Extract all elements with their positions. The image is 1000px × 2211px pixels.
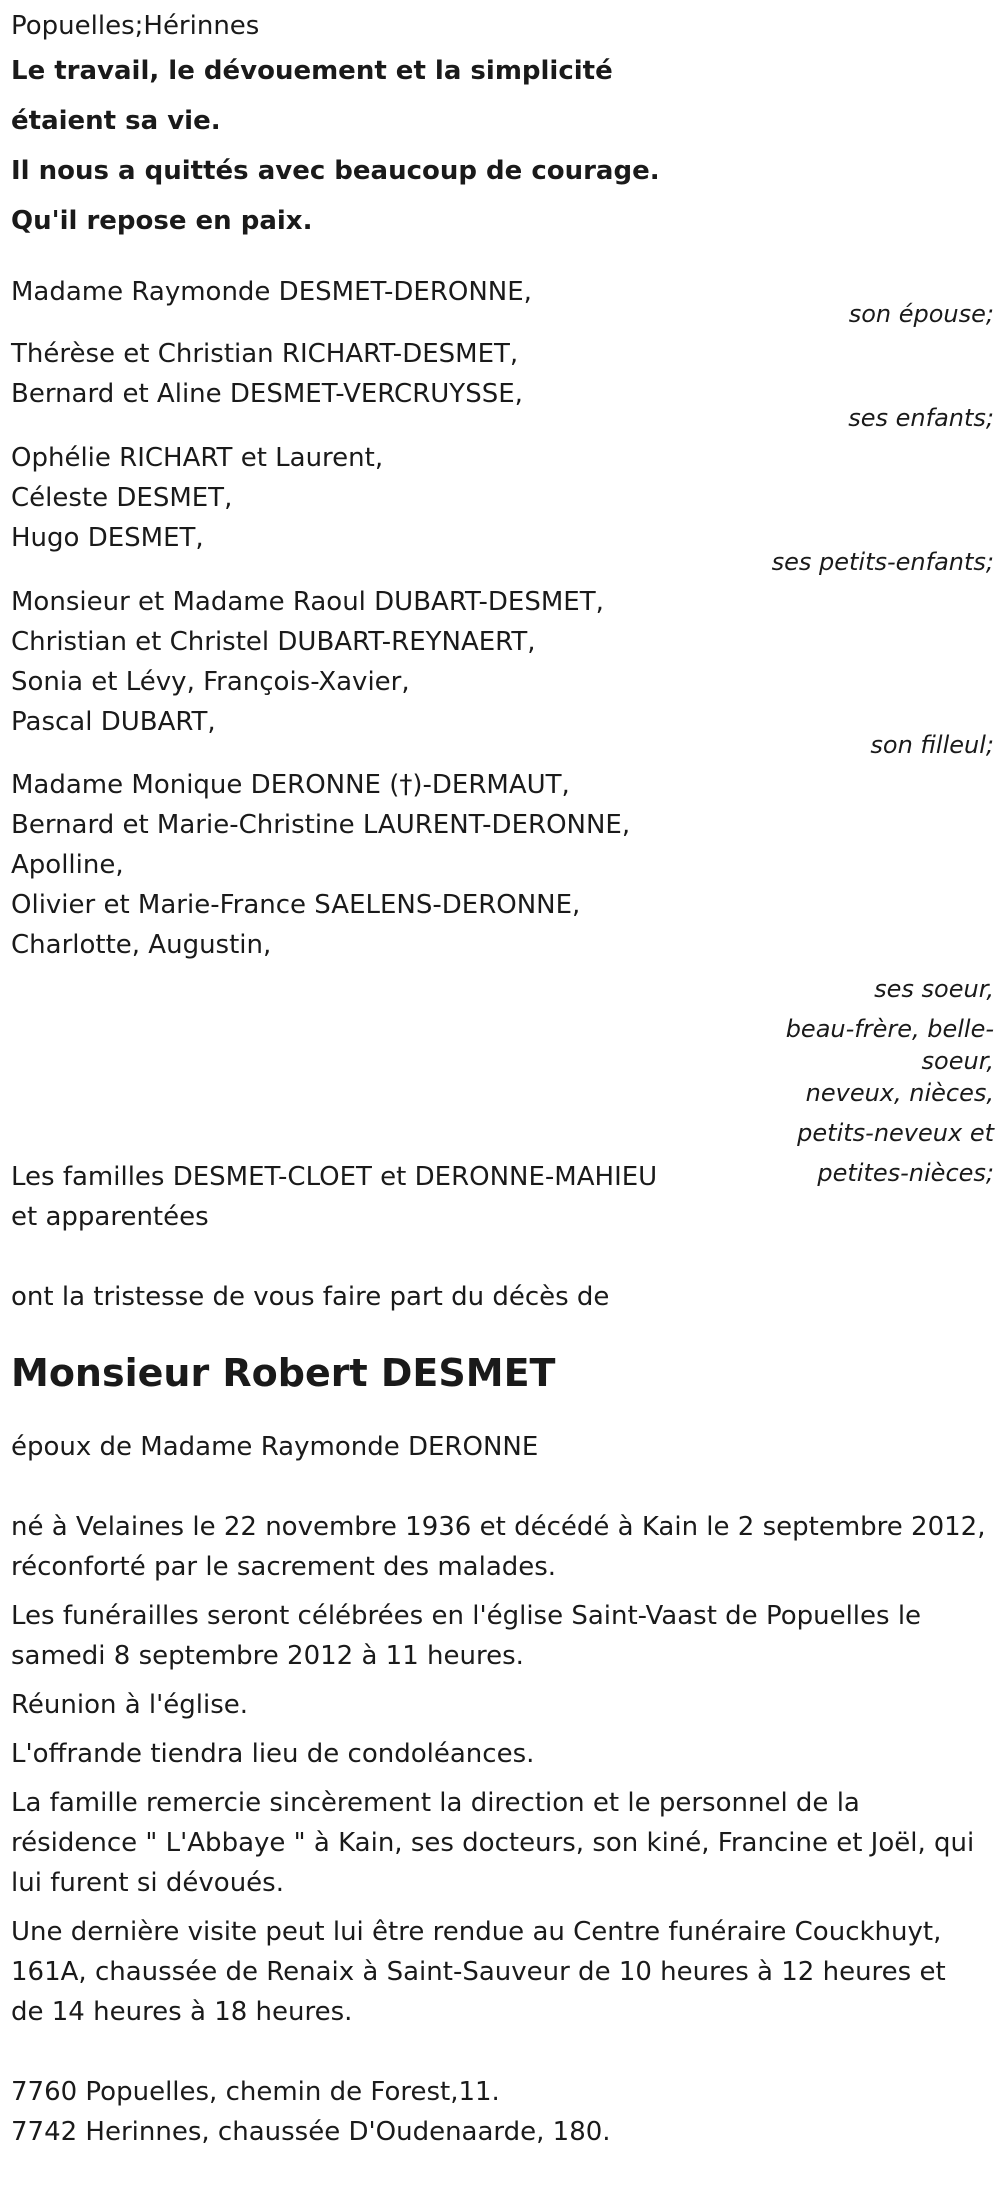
family-name: Sonia et Lévy, François-Xavier, bbox=[11, 667, 410, 697]
family-role-line: neveux, nièces, bbox=[805, 1079, 994, 1107]
family-name: Madame Monique DERONNE (†)-DERMAUT, bbox=[11, 770, 570, 800]
detail-paragraph: né à Velaines le 22 novembre 1936 et décédé à Kain le 2 septembre 2012, réconforté par le sacrement des malades. bbox=[11, 1512, 986, 1582]
families-line: Les familles DESMET-CLOET et DERONNE-MAHIEU bbox=[11, 1162, 658, 1192]
family-name: Monsieur et Madame Raoul DUBART-DESMET, bbox=[11, 587, 604, 617]
family-name: Charlotte, Augustin, bbox=[11, 930, 272, 960]
quote-line: étaient sa vie. bbox=[11, 106, 221, 136]
detail-paragraph: L'offrande tiendra lieu de condoléances. bbox=[11, 1739, 535, 1769]
family-group-grandchildren bbox=[11, 438, 994, 582]
detail-paragraph: La famille remercie sincèrement la direction et le personnel de la résidence " L'Abbaye " à Kain, ses docteurs, son kiné, Francine et Joël, qui lui furent si dévoués. bbox=[11, 1788, 975, 1898]
family-name: Thérèse et Christian RICHART-DESMET, bbox=[11, 339, 519, 369]
details-block bbox=[11, 1507, 994, 2032]
family-name: Christian et Christel DUBART-REYNAERT, bbox=[11, 627, 536, 657]
quote-block bbox=[11, 46, 994, 246]
family-name: Apolline, bbox=[11, 850, 124, 880]
family-name: Bernard et Marie-Christine LAURENT-DERONNE, bbox=[11, 810, 631, 840]
family-role-line: petits-neveux et bbox=[797, 1119, 994, 1147]
addresses-block bbox=[11, 2072, 994, 2152]
header-place: Popuelles;Hérinnes bbox=[11, 11, 260, 41]
address-line: 7742 Herinnes, chaussée D'Oudenaarde, 180. bbox=[11, 2117, 611, 2147]
deceased-name: Monsieur Robert DESMET bbox=[11, 1351, 556, 1395]
family-name: Hugo DESMET, bbox=[11, 523, 204, 553]
family-name: Bernard et Aline DESMET-VERCRUYSSE, bbox=[11, 379, 523, 409]
spouse-line: époux de Madame Raymonde DERONNE bbox=[11, 1432, 539, 1462]
family-role bbox=[764, 969, 994, 1193]
family-role: son filleul; bbox=[870, 731, 994, 759]
family-group-godson bbox=[11, 582, 994, 765]
family-name: Céleste DESMET, bbox=[11, 483, 233, 513]
family-role: ses petits-enfants; bbox=[771, 548, 994, 576]
family-role-line: petites-nièces; bbox=[817, 1159, 994, 1187]
family-name: Olivier et Marie-France SAELENS-DERONNE, bbox=[11, 890, 581, 920]
quote-line: Qu'il repose en paix. bbox=[11, 206, 313, 236]
detail-paragraph: Réunion à l'église. bbox=[11, 1690, 249, 1720]
family-role-line: beau-frère, belle- bbox=[785, 1015, 994, 1043]
family-role: ses enfants; bbox=[848, 404, 994, 432]
family-group-spouse bbox=[11, 272, 994, 334]
quote-line: Il nous a quittés avec beaucoup de courage. bbox=[11, 156, 660, 186]
family-name: Ophélie RICHART et Laurent, bbox=[11, 443, 384, 473]
family-role: son épouse; bbox=[848, 300, 994, 328]
obituary-notice bbox=[11, 0, 994, 2152]
detail-paragraph: Les funérailles seront célébrées en l'église Saint-Vaast de Popuelles le samedi 8 septembre 2012 à 11 heures. bbox=[11, 1601, 922, 1671]
family-name: Pascal DUBART, bbox=[11, 707, 216, 737]
family-name: Madame Raymonde DESMET-DERONNE, bbox=[11, 277, 532, 307]
family-role-line: soeur, bbox=[921, 1047, 994, 1075]
address-line: 7760 Popuelles, chemin de Forest,11. bbox=[11, 2077, 500, 2107]
announcement: ont la tristesse de vous faire part du décès de bbox=[11, 1282, 610, 1312]
family-role-line: ses soeur, bbox=[874, 975, 994, 1003]
detail-paragraph: Une dernière visite peut lui être rendue au Centre funéraire Couckhuyt, 161A, chaussée de Renaix à Saint-Sauveur de 10 heures à 12 heures et de 14 heures à 18 heures. bbox=[11, 1917, 946, 2027]
quote-line: Le travail, le dévouement et la simplicité bbox=[11, 56, 613, 86]
families-line: et apparentées bbox=[11, 1202, 209, 1232]
family-group-children bbox=[11, 334, 994, 438]
